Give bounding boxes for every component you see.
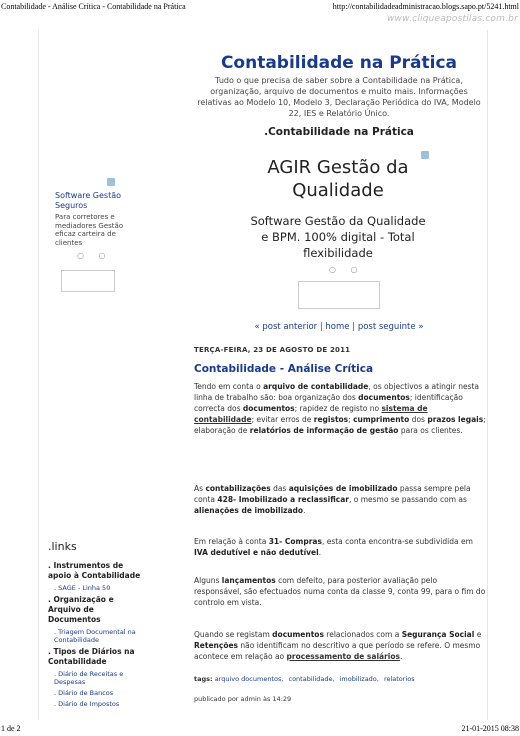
print-date: 21-01-2015 08:38: [461, 724, 519, 733]
sidebar-link[interactable]: Triagem Documental na Contabilidade: [54, 628, 136, 644]
post-tags: [194, 675, 418, 683]
nav-separator: |: [319, 322, 323, 332]
print-page-url: http://contabilidadeadministracao.blogs.sapo.pt/5241.html: [332, 2, 519, 11]
sidebar-link[interactable]: SAGE - Linha 50: [58, 584, 111, 592]
sidebar-link-item: . Triagem Documental na Contabilidade: [54, 628, 136, 644]
tag-link[interactable]: imobilizado,: [339, 675, 379, 683]
post-date: TERÇA-FEIRA, 23 DE AGOSTO DE 2011: [194, 346, 351, 354]
sidebar-links-heading: .links: [48, 540, 77, 553]
watermark: www.cliqueapostilas.com.br: [387, 14, 518, 24]
print-page-title: Contabilidade - Análise Crítica - Contabilidade na Prática: [1, 2, 186, 11]
ad-main-title[interactable]: AGIR Gestão da Qualidade: [267, 157, 409, 201]
post-navigation: [194, 322, 484, 332]
ad-choices-icon[interactable]: [107, 178, 115, 186]
keyword-link[interactable]: sistema de contabilidade: [194, 404, 428, 424]
sidebar-category: . Instrumentos de apoio à Contabilidade: [48, 561, 141, 580]
tag-link[interactable]: contabilidade,: [288, 675, 335, 683]
blog-subtitle: .Contabilidade na Prática: [264, 126, 414, 138]
post-title[interactable]: Contabilidade - Análise Crítica: [194, 363, 374, 375]
home-link[interactable]: home: [325, 322, 350, 332]
post-paragraph: Em relação à conta 31- Compras, esta conta encontra-se subdividida em IVA dedutível e não dedutível.: [194, 537, 473, 557]
print-header: [0, 0, 520, 14]
blog-title[interactable]: Contabilidade na Prática: [220, 53, 458, 73]
post-meta: publicado por admin às 14:29: [194, 695, 292, 703]
ad-main-button[interactable]: [298, 281, 380, 309]
sidebar-category: . Tipos de Diários na Contabilidade: [48, 647, 135, 666]
sidebar-links-list: [48, 558, 148, 710]
tag-link[interactable]: relatorios: [383, 675, 415, 683]
ad-left-body: Para corretores e mediadores Gestão eficaz carteira de clientes: [55, 213, 124, 247]
print-page-number: 1 de 2: [1, 724, 21, 733]
nav-separator: |: [352, 322, 356, 332]
ad-left-title[interactable]: Software Gestão Seguros: [55, 191, 122, 210]
sidebar-link-item: . Diário de Receitas e Despesas: [54, 670, 124, 686]
ad-main-pager[interactable]: ○ ○: [329, 265, 364, 274]
sidebar-link[interactable]: Diário de Receitas e Despesas: [54, 670, 124, 686]
sidebar-link-item: . Diário de Bancos: [54, 689, 114, 697]
sidebar-link[interactable]: Diário de Impostos: [58, 700, 120, 708]
ad-left-pager[interactable]: ○ ○: [77, 251, 112, 260]
ad-main-body: Software Gestão da Qualidade e BPM. 100% digital - Total flexibilidade: [250, 214, 426, 260]
post-paragraph: Quando se registam documentos relacionados com a Segurança Social e Retenções não identificam no descritivo a que período se refere. O mesmo acontece em relação ao processamento de salários.: [194, 630, 482, 661]
prev-post-link[interactable]: « post anterior: [254, 322, 318, 332]
post-paragraph: Alguns lançamentos com defeito, para posterior avaliação pelo responsável, são efectuados numa conta da classe 9, conta 99, para o fim do controlo em vista.: [194, 576, 486, 607]
next-post-link[interactable]: post seguinte »: [357, 322, 424, 332]
sidebar-link[interactable]: Diário de Bancos: [58, 689, 114, 697]
ad-left-button[interactable]: [61, 270, 115, 292]
blog-description: Tudo o que precisa de saber sobre a Contabilidade na Prática, organização, arquivo de documentos e muito mais. Informações relativas ao Modelo 10, Modelo 3, Declaração Periódica do IVA, Modelo 22, IES e Relatório Único.: [197, 76, 481, 118]
sidebar-category: . Organização e Arquivo de Documentos: [48, 595, 114, 624]
tags-label: tags:: [194, 675, 213, 683]
sidebar-link-item: . SAGE - Linha 50: [54, 584, 111, 592]
print-footer: [0, 724, 520, 736]
keyword-link[interactable]: processamento de salários: [286, 652, 400, 661]
post-paragraph: Tendo em conta o arquivo de contabilidade, os objectivos a atingir nesta linha de trabalho são: boa organização dos documentos; identificação correcta dos documentos; rapidez de registo no sistema de contabilidade; evitar erros de registos; cumprimento dos prazos legais; elaboração de relatórios de informação de gestão para os clientes.: [194, 382, 486, 435]
sidebar-link-item: . Diário de Impostos: [54, 700, 120, 708]
post-paragraph: As contabilizações das aquisições de imobilizado passa sempre pela conta 428- Imobilizado a reclassificar, o mesmo se passando com as alienações de imobilizado.: [194, 484, 471, 515]
tag-link[interactable]: arquivo documentos,: [214, 675, 284, 683]
